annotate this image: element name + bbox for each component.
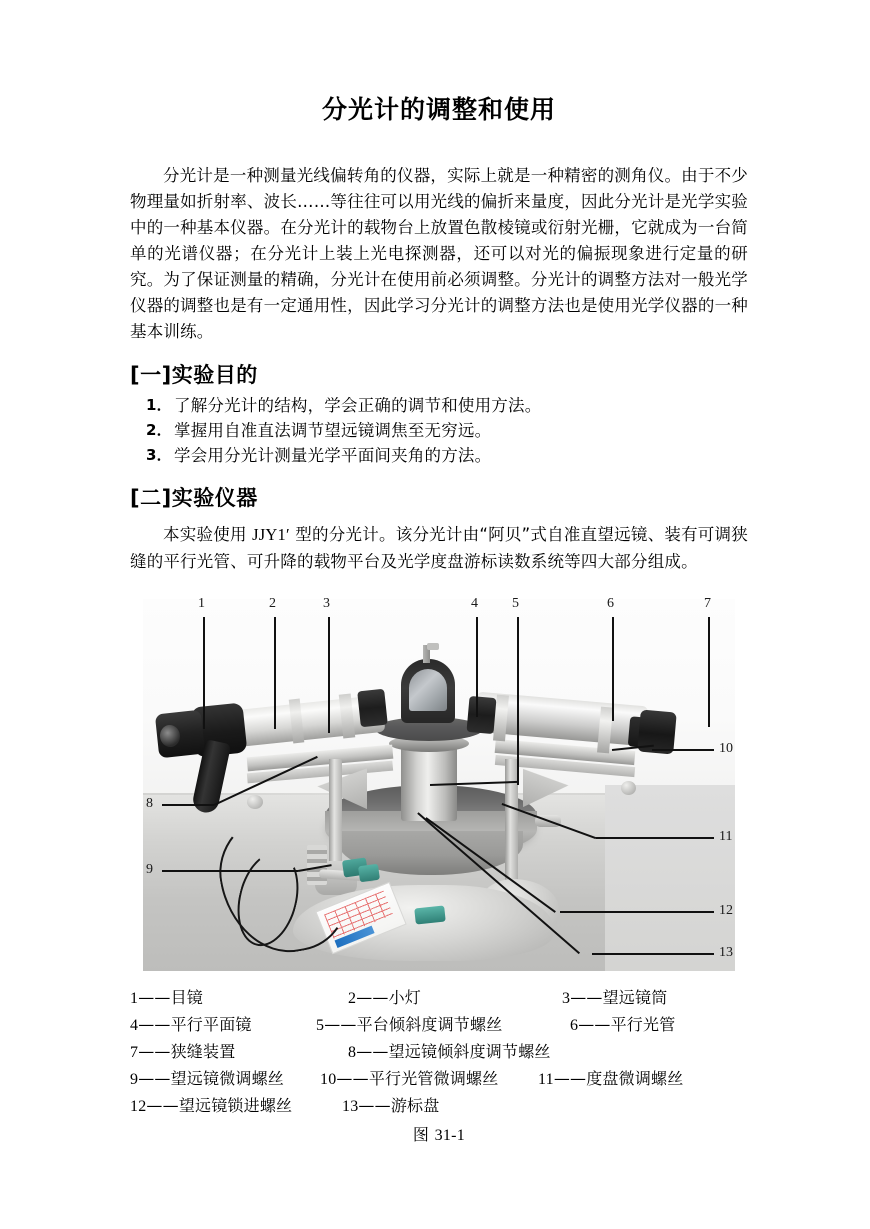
legend-dash: —— — [356, 988, 389, 1008]
legend-dash: —— — [138, 988, 171, 1008]
objective-number: 1． — [146, 396, 172, 415]
objective-number: 3． — [146, 446, 172, 465]
callout-number-6: 6 — [607, 596, 614, 612]
objective-text: 学会用分光计测量光学平面间夹角的方法。 — [174, 446, 492, 466]
callout-number-7: 7 — [704, 596, 711, 612]
callout-number-4: 4 — [471, 596, 478, 612]
green-connector-2 — [358, 864, 380, 883]
leader-line-4 — [476, 617, 478, 717]
figure-caption — [130, 1122, 748, 1145]
legend-number: 7 — [130, 1044, 139, 1062]
legend-dash: —— — [336, 1069, 369, 1089]
callout-number-3: 3 — [323, 596, 330, 612]
legend-item-6 — [570, 1012, 675, 1039]
legend-item-1 — [130, 985, 348, 1012]
legend-number: 9 — [130, 1071, 139, 1089]
leader-line-1 — [203, 617, 205, 729]
legend-number: 5 — [316, 1017, 325, 1035]
legend-label: 狭缝装置 — [170, 1042, 236, 1062]
legend-label: 望远镜倾斜度调节螺丝 — [388, 1042, 551, 1062]
callout-number-9: 9 — [146, 862, 153, 878]
legend-label: 小灯 — [388, 988, 422, 1008]
green-connector-3 — [414, 906, 446, 925]
legend-dash: —— — [358, 1096, 391, 1116]
legend-label: 平台倾斜度调节螺丝 — [356, 1015, 503, 1035]
legend-row — [130, 985, 748, 1012]
legend-dash: —— — [553, 1069, 587, 1089]
telescope-tilt-screw — [247, 795, 263, 809]
legend-dash: —— — [324, 1015, 357, 1035]
legend-dash: —— — [356, 1042, 389, 1062]
legend-dash: —— — [146, 1096, 179, 1116]
callout-number-2: 2 — [269, 596, 276, 612]
legend-number: 2 — [348, 990, 357, 1008]
legend-label: 平行光管 — [610, 1015, 676, 1035]
collimator-objective-cap — [466, 696, 496, 734]
figure-caption-number: 31-1 — [434, 1127, 466, 1145]
legend-number: 12 — [130, 1098, 147, 1116]
leader-line-3 — [328, 617, 330, 733]
legend-row — [130, 1039, 748, 1066]
callout-number-1: 1 — [198, 596, 205, 612]
legend-label: 望远镜筒 — [602, 988, 668, 1008]
legend-item-13 — [342, 1093, 439, 1120]
legend-number: 6 — [570, 1017, 579, 1035]
leader-line-9 — [162, 870, 298, 872]
list-item — [130, 443, 748, 468]
legend-item-9 — [130, 1066, 320, 1093]
photo-table-right — [605, 785, 735, 971]
legend-dash: —— — [578, 1015, 611, 1035]
section-heading-purpose: [一]实验目的 — [130, 363, 258, 387]
callout-number-11: 11 — [719, 829, 733, 845]
callout-number-13: 13 — [719, 945, 733, 961]
legend-dash: —— — [138, 1069, 171, 1089]
leader-line-5 — [517, 617, 519, 785]
legend-item-2 — [348, 985, 562, 1012]
legend-label: 目镜 — [170, 988, 204, 1008]
legend-number: 3 — [562, 990, 571, 1008]
mirror-tab — [427, 643, 439, 650]
legend-number: 1 — [130, 990, 139, 1008]
legend-item-5 — [316, 1012, 570, 1039]
legend-item-12 — [130, 1093, 342, 1120]
legend-number: 8 — [348, 1044, 357, 1062]
legend-label: 平行平面镜 — [170, 1015, 252, 1035]
legend-item-11 — [538, 1066, 683, 1093]
list-item — [130, 393, 748, 418]
objectives-list — [130, 393, 748, 468]
legend-number: 13 — [342, 1098, 359, 1116]
collimator-fine-screw — [621, 781, 636, 795]
apparatus-paragraph — [130, 521, 748, 575]
apparatus-text-before: 本实验使用 — [163, 524, 253, 544]
leader-line-11 — [596, 837, 714, 839]
legend-dash: —— — [138, 1015, 171, 1035]
telescope-objective-cap — [357, 689, 388, 728]
legend-label: 望远镜锁进螺丝 — [178, 1096, 293, 1116]
callout-number-5: 5 — [512, 596, 519, 612]
apparatus-text-after: 型的分光计。该分光计由“阿贝”式自准直望远镜、装有可调狭缝的平行光管、可升降的载物平台及光学度盘游标读数系统等四大部分组成。 — [130, 524, 748, 571]
page-title: 分光计的调整和使用 — [321, 95, 556, 124]
instrument-model: JJY1′ — [252, 524, 290, 544]
legend-row — [130, 1012, 748, 1039]
legend-label: 度盘微调螺丝 — [586, 1069, 684, 1089]
figure-spectrometer — [130, 591, 748, 979]
legend-dash: —— — [138, 1042, 171, 1062]
leader-line-8 — [162, 804, 214, 806]
legend-number: 10 — [320, 1071, 337, 1089]
objective-text: 了解分光计的结构，学会正确的调节和使用方法。 — [174, 396, 542, 416]
legend-item-7 — [130, 1039, 348, 1066]
leader-line-2 — [274, 617, 276, 729]
legend-label: 游标盘 — [390, 1096, 440, 1116]
legend-item-4 — [130, 1012, 316, 1039]
leader-line-7 — [708, 617, 710, 727]
legend-item-3 — [562, 985, 667, 1012]
legend-dash: —— — [570, 988, 603, 1008]
section-heading-apparatus: [二]实验仪器 — [130, 486, 258, 511]
slit-device — [637, 710, 677, 755]
legend-item-10 — [320, 1066, 538, 1093]
legend-label: 平行光管微调螺丝 — [368, 1069, 499, 1089]
list-item — [130, 418, 748, 443]
legend-label: 望远镜微调螺丝 — [170, 1069, 285, 1089]
callout-number-10: 10 — [719, 741, 733, 757]
legend-row — [130, 1093, 748, 1120]
leader-line-6 — [612, 617, 614, 721]
intro-paragraph: 分光计是一种测量光线偏转角的仪器，实际上就是一种精密的测角仪。由于不少物理量如折射率、波长……等往往可以用光线的偏折来量度，因此分光计是光学实验中的一种基本仪器。在分光计的载物台上放置色散棱镜或衍射光栅，它就成为一台简单的光谱仪器；在分光计上装上光电探测器，还可以对光的偏振现象进行定量的研究。为了保证测量的精确，分光计在使用前必须调整。分光计的调整方法对一般光学仪器的调整也是有一定通用性，因此学习分光计的调整方法也是使用光学仪器的一种基本训练。 — [130, 166, 748, 341]
callout-number-8: 8 — [146, 796, 153, 812]
legend-number: 4 — [130, 1017, 139, 1035]
callout-number-12: 12 — [719, 903, 733, 919]
plane-mirror-glass — [409, 669, 447, 711]
objective-number: 2． — [146, 421, 172, 440]
leader-line-13 — [592, 953, 714, 955]
legend-item-8 — [348, 1039, 551, 1066]
leader-line-10 — [652, 749, 714, 751]
figure-legend — [130, 985, 748, 1120]
page-content — [130, 0, 748, 1145]
leader-line-12 — [560, 911, 714, 913]
legend-row — [130, 1066, 748, 1093]
legend-number: 11 — [538, 1071, 554, 1089]
figure-caption-prefix: 图 — [412, 1125, 430, 1145]
objective-text: 掌握用自准直法调节望远镜调焦至无穷远。 — [174, 421, 492, 441]
